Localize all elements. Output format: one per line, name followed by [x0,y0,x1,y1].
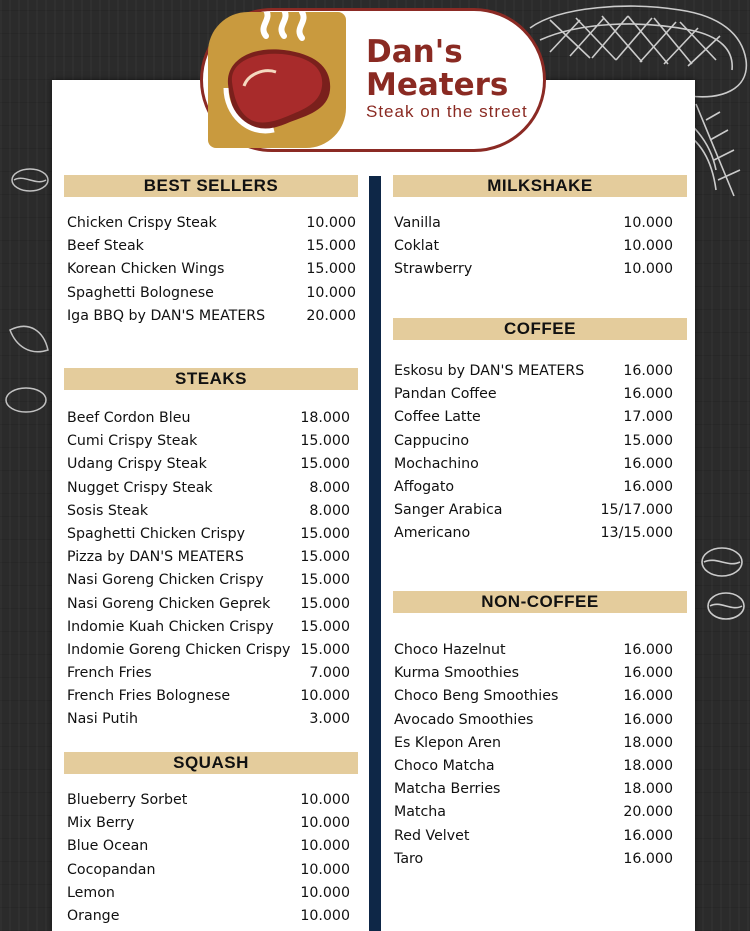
menu-item-price: 10.000 [306,284,356,301]
menu-item [394,825,673,848]
menu-item-name: Red Velvet [394,827,470,844]
menu-item [67,708,350,731]
menu-item-price: 8.000 [309,479,350,496]
menu-item-name: Choco Beng Smoothies [394,688,559,705]
menu-item-name: Choco Matcha [394,757,495,774]
menu-item-price: 15.000 [300,572,350,589]
menu-item-price: 16.000 [623,827,673,844]
menu-item-price: 13/15.000 [600,525,673,542]
menu-item-name: Strawberry [394,261,473,278]
menu-item [67,812,350,835]
menu-item-price: 16.000 [623,363,673,379]
menu-item [67,639,350,662]
section-title-coffee: COFFEE [393,318,687,340]
menu-item [67,835,350,858]
menu-item-name: Indomie Goreng Chicken Crispy [67,641,291,658]
menu-item [67,282,356,305]
menu-item [394,848,673,871]
menu-item-name: Blue Ocean [67,838,149,855]
menu-item [67,569,350,592]
menu-item-price: 20.000 [623,804,673,821]
menu-item-name: Nasi Putih [67,711,138,728]
menu-item-price: 15/17.000 [600,502,673,519]
chalk-coffee-bean-icon [696,540,750,630]
menu-item [67,500,350,523]
menu-item [394,732,673,755]
menu-item [394,453,673,476]
menu-item-name: Nasi Goreng Chicken Geprek [67,595,271,612]
menu-item-name: Iga BBQ by DAN'S MEATERS [67,307,266,324]
menu-item-price: 16.000 [623,386,673,403]
menu-item-name: Pizza by DAN'S MEATERS [67,549,244,566]
menu-item-name: Indomie Kuah Chicken Crispy [67,618,274,635]
menu-item [67,616,350,639]
menu-item [394,476,673,499]
non-coffee-list [394,639,673,871]
menu-item-name: Blueberry Sorbet [67,792,188,808]
menu-item-price: 16.000 [623,850,673,867]
menu-item-name: French Fries [67,665,152,682]
menu-item-name: Pandan Coffee [394,386,497,403]
logo [200,8,546,152]
menu-item-name: Chicken Crispy Steak [67,215,217,231]
menu-item-name: Taro [394,850,424,867]
menu-item-name: Udang Crispy Steak [67,456,207,473]
menu-item-price: 10.000 [300,884,350,901]
menu-item-price: 10.000 [300,792,350,808]
menu-item [394,430,673,453]
menu-item-price: 18.000 [300,410,350,426]
menu-item-name: Orange [67,907,120,924]
coffee-list [394,360,673,546]
menu-item [394,212,673,235]
menu-item-name: Americano [394,525,471,542]
menu-item [67,523,350,546]
menu-item [394,499,673,522]
menu-item-price: 10.000 [300,838,350,855]
menu-item-price: 16.000 [623,665,673,682]
menu-item-name: Vanilla [394,215,441,231]
menu-item-price: 15.000 [300,641,350,658]
menu-item [67,593,350,616]
menu-item [67,212,356,235]
menu-item [67,859,350,882]
menu-item [67,305,356,328]
best-sellers-list [67,212,356,328]
menu-item-name: Sanger Arabica [394,502,503,519]
menu-item-price: 18.000 [623,757,673,774]
menu-item-price: 10.000 [300,815,350,832]
menu-item-price: 10.000 [623,261,673,278]
brand-tagline: Steak on the street [366,102,528,121]
menu-item-name: Cappucino [394,432,470,449]
menu-item-name: Lemon [67,884,115,901]
menu-item [394,235,673,258]
brand-name-line2: Meaters [366,67,509,103]
menu-item-price: 15.000 [300,595,350,612]
menu-item-price: 15.000 [306,238,356,255]
menu-item [67,258,356,281]
menu-item [67,662,350,685]
chalk-leaf-icon [0,150,52,430]
menu-item [394,522,673,545]
menu-item-name: Kurma Smoothies [394,665,519,682]
menu-item [67,477,350,500]
menu-item [394,258,673,281]
menu-item-name: Sosis Steak [67,502,149,519]
menu-item-price: 15.000 [306,261,356,278]
menu-item-name: Nugget Crispy Steak [67,479,213,496]
section-title-milkshake: MILKSHAKE [393,175,687,197]
menu-item-name: Korean Chicken Wings [67,261,225,278]
menu-item-name: French Fries Bolognese [67,688,231,705]
menu-item-price: 10.000 [623,238,673,255]
menu-item-name: Eskosu by DAN'S MEATERS [394,363,585,379]
menu-item-name: Spaghetti Bolognese [67,284,214,301]
menu-item [67,685,350,708]
menu-item [394,778,673,801]
menu-item-price: 10.000 [306,215,356,231]
menu-item-name: Coffee Latte [394,409,481,426]
menu-item-price: 17.000 [623,409,673,426]
squash-list [67,789,350,928]
menu-item-price: 18.000 [623,781,673,798]
menu-item-name: Affogato [394,478,455,495]
milkshake-list [394,212,673,282]
menu-item-price: 16.000 [623,642,673,658]
menu-item-price: 8.000 [309,502,350,519]
menu-item-price: 16.000 [623,478,673,495]
menu-item-name: Beef Steak [67,238,144,255]
menu-item-name: Spaghetti Chicken Crispy [67,525,246,542]
menu-item [67,905,350,928]
menu-item [394,360,673,383]
menu-item-name: Mochachino [394,455,479,472]
menu-item [394,662,673,685]
menu-item-name: Cocopandan [67,861,156,878]
menu-item-price: 15.000 [300,433,350,450]
menu-item-price: 16.000 [623,711,673,728]
menu-item [394,801,673,824]
menu-item [394,685,673,708]
menu-item-name: Coklat [394,238,440,255]
menu-item-price: 15.000 [300,525,350,542]
menu-item-price: 3.000 [309,711,350,728]
section-title-steaks: STEAKS [64,368,358,390]
menu-item-name: Beef Cordon Bleu [67,410,191,426]
menu-item [394,755,673,778]
menu-item-price: 15.000 [300,549,350,566]
menu-item-price: 10.000 [300,688,350,705]
menu-item-name: Cumi Crispy Steak [67,433,198,450]
menu-item-price: 10.000 [300,861,350,878]
menu-item-price: 18.000 [623,734,673,751]
section-title-squash: SQUASH [64,752,358,774]
menu-item-name: Nasi Goreng Chicken Crispy [67,572,264,589]
menu-item [67,453,350,476]
menu-item-name: Avocado Smoothies [394,711,534,728]
column-divider [369,176,381,931]
menu-item-name: Mix Berry [67,815,135,832]
menu-item-price: 16.000 [623,688,673,705]
menu-item-price: 15.000 [623,432,673,449]
menu-item-price: 15.000 [300,618,350,635]
menu-item [67,235,356,258]
menu-item [67,882,350,905]
brand-name-line1: Dan's [366,34,463,70]
menu-item [67,407,350,430]
steak-logo-icon [208,12,346,148]
section-title-best-sellers: BEST SELLERS [64,175,358,197]
menu-item-name: Choco Hazelnut [394,642,506,658]
menu-item [394,639,673,662]
menu-item [67,789,350,812]
menu-item-name: Matcha Berries [394,781,501,798]
menu-item-price: 20.000 [306,307,356,324]
menu-item [67,546,350,569]
menu-item-price: 16.000 [623,455,673,472]
menu-item [394,406,673,429]
section-title-non-coffee: NON-COFFEE [393,591,687,613]
menu-item [394,709,673,732]
menu-item-price: 10.000 [623,215,673,231]
menu-item-price: 10.000 [300,907,350,924]
menu-item-name: Matcha [394,804,446,821]
menu-item [394,383,673,406]
menu-item-name: Es Klepon Aren [394,734,501,751]
menu-item-price: 7.000 [309,665,350,682]
steaks-list [67,407,350,732]
menu-item [67,430,350,453]
brand-name [366,36,538,102]
menu-item-price: 15.000 [300,456,350,473]
